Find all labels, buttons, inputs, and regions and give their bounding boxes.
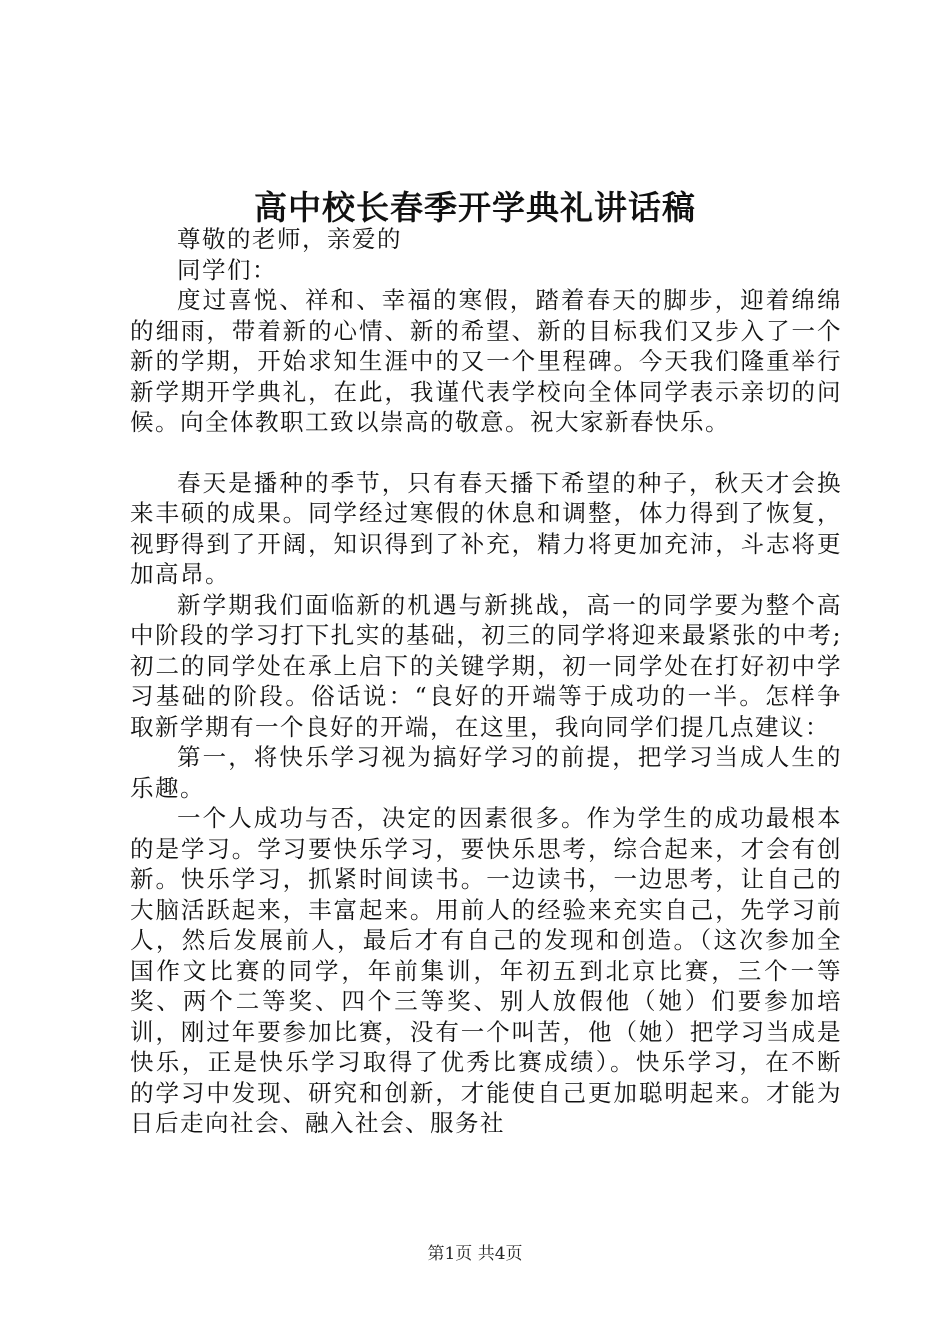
document-title: 高中校长春季开学典礼讲话稿 <box>254 188 696 227</box>
paragraph-4: 第一，将快乐学习视为搞好学习的前提，把学习当成人生的乐趣。 <box>130 743 842 802</box>
paragraph-1: 度过喜悦、祥和、幸福的寒假，踏着春天的脚步，迎着绵绵的细雨，带着新的心情、新的希望、新的目标我们又步入了一个新的学期，开始求知生涯中的又一个里程碑。今天我们隆重举行新学期开学典礼，在此，我谨代表学校向全体同学表示亲切的问候。向全体教职工致以崇高的敬意。祝大家新春快乐。 <box>130 286 842 436</box>
document-body <box>130 224 842 1139</box>
paragraph-2: 春天是播种的季节，只有春天播下希望的种子，秋天才会换来丰硕的成果。同学经过寒假的休息和调整，体力得到了恢复，视野得到了开阔，知识得到了补充，精力将更加充沛，斗志将更加高昂。 <box>130 468 842 588</box>
page-footer: 第1页 共4页 <box>427 1244 523 1264</box>
greeting-line-2: 同学们： <box>177 255 277 284</box>
paragraph-5: 一个人成功与否，决定的因素很多。作为学生的成功最根本的是学习。学习要快乐学习，要快乐思考，综合起来，才会有创新。快乐学习，抓紧时间读书。一边读书，一边思考，让自己的大脑活跃起来，丰富起来。用前人的经验来充实自己，先学习前人，然后发展前人，最后才有自己的发现和创造。（这次参加全国作文比赛的同学，年前集训，年初五到北京比赛，三个一等奖、两个二等奖、四个三等奖、别人放假他（她）们要参加培训，刚过年要参加比赛，没有一个叫苦，他（她）把学习当成是快乐，正是快乐学习取得了优秀比赛成绩）。快乐学习，在不断的学习中发现、研究和创新，才能使自己更加聪明起来。才能为日后走向社会、融入社会、服务社 <box>130 804 842 1137</box>
greeting-line-1: 尊敬的老师，亲爱的 <box>177 225 402 253</box>
paragraph-3: 新学期我们面临新的机遇与新挑战，高一的同学要为整个高中阶段的学习打下扎实的基础，初三的同学将迎来最紧张的中考;初二的同学处在承上启下的关键学期，初一同学处在打好初中学习基础的阶段。俗话说：“良好的开端等于成功的一半。怎样争取新学期有一个良好的开端，在这里，我向同学们提几点建议： <box>130 590 842 741</box>
